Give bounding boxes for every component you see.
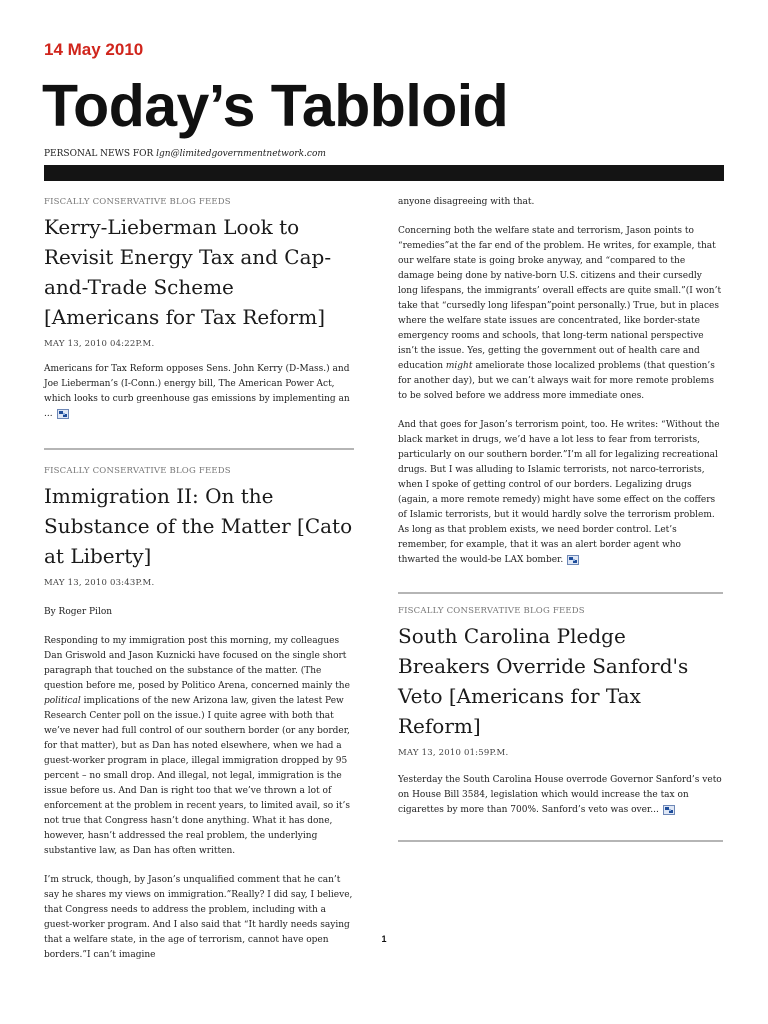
article-excerpt bbox=[44, 362, 354, 422]
article-timestamp: MAY 13, 2010 01:59P.M. bbox=[398, 748, 509, 758]
subscriber-email: lgn@limitedgovernmentnetwork.com bbox=[156, 149, 326, 159]
emphasis-text: might bbox=[445, 361, 473, 371]
article-paragraph: And that goes for Jason’s terrorism point, too. He writes: “Without the black market in drugs, we’d have a lot less to fear from terrorists, particularly on our southern border.”I’m all for legalizing recreational drugs. But I was alluding to Islamic terrorists, not narco-terrorists, when I spoke of getting control of our borders. Legalizing drugs (again, a more remote remedy) might have some effect on the coffers of Islamic terrorists, but it would hardly solve the terrorism problem. As long as that problem exists, we need border control. Let’s remember, for example, that it was an alert border agent who thwarted the would-be LAX bomber. bbox=[398, 420, 720, 565]
article-category: FISCALLY CONSERVATIVE BLOG FEEDS bbox=[398, 606, 585, 616]
article-immigration-ii bbox=[44, 462, 354, 963]
article-excerpt bbox=[398, 773, 723, 818]
article-timestamp: MAY 13, 2010 03:43P.M. bbox=[44, 578, 155, 588]
right-column bbox=[398, 181, 723, 842]
masthead-title: Today’s Tabbloid bbox=[42, 73, 509, 139]
issue-date: 14 May 2010 bbox=[44, 40, 144, 59]
article-paragraph: I’m struck, though, by Jason’s unqualified comment that he can’t say he shares my views on immigration.”Really? I did say, I believe, that Congress needs to address the problem, including with a guest-worker program. And I also said that “It hardly needs saying that a welfare state, in the age of terrorism, cannot have open borders.”I can’t imagine bbox=[44, 875, 353, 960]
article-category: FISCALLY CONSERVATIVE BLOG FEEDS bbox=[44, 197, 231, 207]
masthead-rule bbox=[44, 165, 724, 181]
personal-news-line bbox=[44, 149, 326, 159]
article-headline[interactable]: Immigration II: On the Substance of the Matter [Cato at Liberty] bbox=[44, 484, 353, 568]
left-column bbox=[44, 181, 354, 963]
article-category: FISCALLY CONSERVATIVE BLOG FEEDS bbox=[44, 466, 231, 476]
article-divider bbox=[398, 840, 723, 842]
personal-news-label: PERSONAL NEWS FOR bbox=[44, 149, 154, 159]
article-paragraph: Responding to my immigration post this morning, my colleagues Dan Griswold and Jason Kuznicki have focused on the single short paragraph that touched on the substance of the matter. (The question before me, posed by Politico Arena, concerned mainly the political implications of the new Arizona law, given the latest Pew Research Center poll on the issue.) I quite agree with both that we’ve never had full control of our southern border (or any border, for that matter), but as Dan has noted elsewhere, when we had a guest-worker program in place, illegal immigration dropped by 95 percent – no small drop. And illegal, not legal, immigration is the issue before us. And Dan is right too that we’ve thrown a lot of enforcement at the problem in recent years, to limited avail, so it’s not true that Congress hasn’t done anything. What it has done, however, hasn’t addressed the real problem, the underlying substantive law, as Dan has often written. bbox=[44, 636, 350, 856]
external-link-icon[interactable] bbox=[663, 805, 675, 815]
article-headline[interactable]: Kerry-Lieberman Look to Revisit Energy Tax and Cap-and-Trade Scheme [Americans for Tax Reform] bbox=[44, 215, 332, 329]
emphasis-text: political bbox=[44, 696, 81, 706]
article-paragraph: Concerning both the welfare state and terrorism, Jason points to “remedies”at the far end of the problem. He writes, for example, that our welfare state is going broke anyway, and “compared to the damage being done by native-born U.S. citizens and their cursedly long lifespans, the immigrants’ overall effects are quite small.”(I won’t take that “cursedly long lifespan”point personally.) True, but in places where the welfare state issues are concentrated, like border-state emergency rooms and schools, that long-term national perspective isn’t the issue. Yes, getting the government out of health care and education might ameliorate those localized problems (that question’s for another day), but we can’t always wait for more remote problems to be solved before we address more immediate ones. bbox=[398, 226, 722, 401]
article-paragraph: anyone disagreeing with that. bbox=[398, 197, 535, 207]
external-link-icon[interactable] bbox=[567, 555, 579, 565]
external-link-icon[interactable] bbox=[57, 409, 69, 419]
article-excerpt-text: Americans for Tax Reform opposes Sens. John Kerry (D-Mass.) and Joe Lieberman’s (I-Conn.) energy bill, The American Power Act, which looks to curb greenhouse gas emissions by implementing an ... bbox=[44, 364, 350, 419]
article-excerpt-text: Yesterday the South Carolina House overrode Governor Sanford’s veto on House Bill 3584, legislation which would increase the tax on cigarettes by more than 700%. Sanford’s veto was over... bbox=[398, 775, 722, 815]
article-timestamp: MAY 13, 2010 04:22P.M. bbox=[44, 339, 155, 349]
article-byline: By Roger Pilon bbox=[44, 607, 113, 617]
article-divider bbox=[398, 592, 723, 594]
article-south-carolina bbox=[398, 602, 723, 818]
article-divider bbox=[44, 448, 354, 450]
article-kerry-lieberman bbox=[44, 193, 354, 422]
article-headline[interactable]: South Carolina Pledge Breakers Override Sanford's Veto [Americans for Tax Reform] bbox=[398, 624, 689, 738]
page-number: 1 bbox=[381, 934, 387, 944]
